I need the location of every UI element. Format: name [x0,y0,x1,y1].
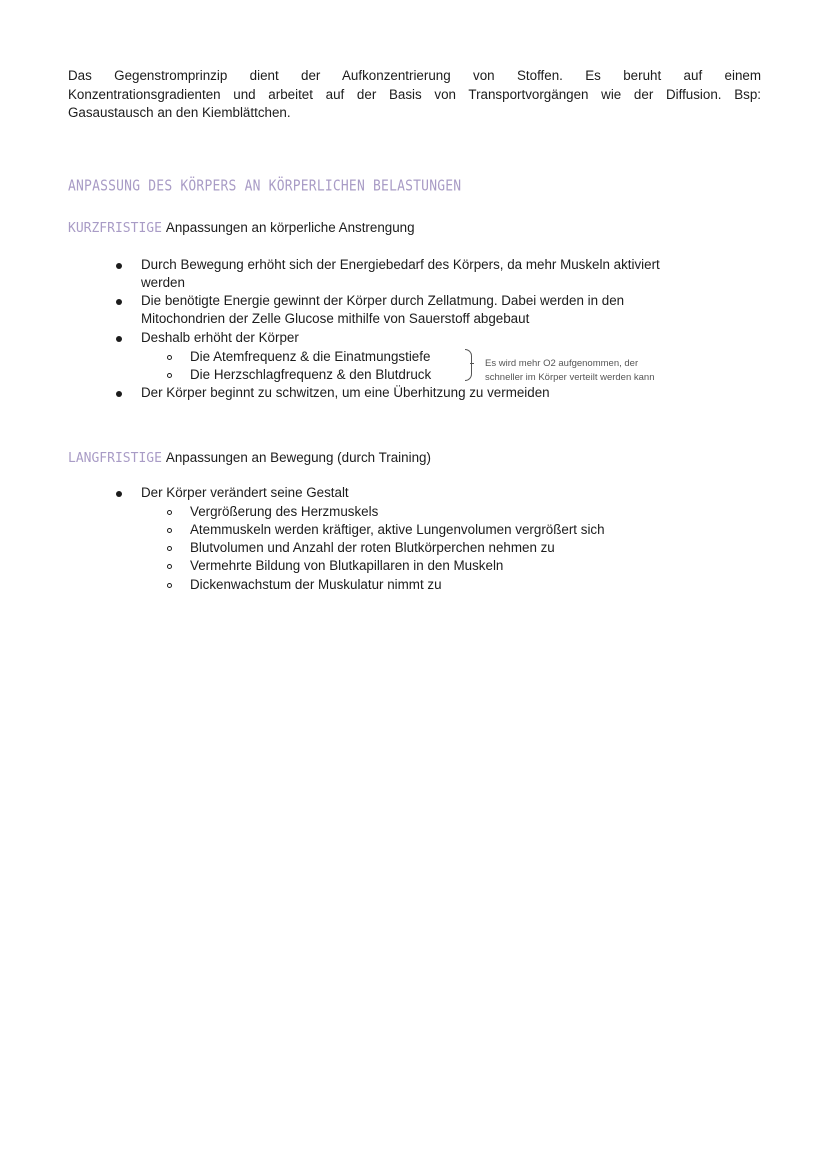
bullet-marker [116,491,122,497]
intro-line: Gasaustausch an den Kiemblättchen. [68,105,291,120]
sub-list-item: Vergrößerung des Herzmuskels [190,504,379,519]
sub-bullet-marker [167,564,172,569]
intro-line: Das Gegenstromprinzip dient der Aufkonzentrierung von Stoffen. Es beruht auf einem [68,68,761,83]
bullet-marker [116,391,122,397]
curly-brace-icon [465,349,472,381]
margin-note-line: Es wird mehr O2 aufgenommen, der [485,358,639,369]
list-item-continuation: werden [141,275,185,290]
long-term-subheading [68,450,431,466]
margin-note [485,357,655,385]
sub-list-item: Die Atemfrequenz & die Einatmungstiefe [190,349,431,364]
margin-note-line: schneller im Körper verteilt werden kann [485,372,655,383]
sub-list-item: Blutvolumen und Anzahl der roten Blutkörperchen nehmen zu [190,540,555,555]
sub-list-item: Die Herzschlagfrequenz & den Blutdruck [190,367,432,382]
intro-paragraph [68,67,761,123]
long-term-accent: LANGFRISTIGE [68,451,162,466]
short-term-subheading-text: Anpassungen an körperliche Anstrengung [165,220,415,235]
bullet-marker [116,263,122,269]
list-item: Der Körper verändert seine Gestalt [141,485,349,500]
sub-bullet-marker [167,355,172,360]
list-item: Deshalb erhöht der Körper [141,330,299,345]
sub-list-item: Dickenwachstum der Muskulatur nimmt zu [190,577,442,592]
list-item-continuation: Mitochondrien der Zelle Glucose mithilfe von Sauerstoff abgebaut [141,311,530,326]
bullet-marker [116,336,122,342]
brace-tip [470,363,474,364]
section-heading: ANPASSUNG DES KÖRPERS AN KÖRPERLICHEN BELASTUNGEN [68,178,462,196]
short-term-accent: KURZFRISTIGE [68,221,162,236]
short-term-subheading [68,220,415,236]
list-item: Die benötigte Energie gewinnt der Körper durch Zellatmung. Dabei werden in den [141,293,625,308]
sub-bullet-marker [167,528,172,533]
sub-bullet-marker [167,510,172,515]
sub-list-item: Atemmuskeln werden kräftiger, aktive Lungenvolumen vergrößert sich [190,522,605,537]
sub-bullet-marker [167,373,172,378]
sub-bullet-marker [167,583,172,588]
list-item: Der Körper beginnt zu schwitzen, um eine Überhitzung zu vermeiden [141,385,550,400]
intro-line: Konzentrationsgradienten und arbeitet auf der Basis von Transportvorgängen wie der Diffusion. Bsp: [68,86,761,102]
sub-bullet-marker [167,546,172,551]
bullet-marker [116,299,122,305]
list-item: Durch Bewegung erhöht sich der Energiebedarf des Körpers, da mehr Muskeln aktiviert [141,257,660,272]
long-term-subheading-text: Anpassungen an Bewegung (durch Training) [165,450,431,465]
sub-list-item: Vermehrte Bildung von Blutkapillaren in den Muskeln [190,558,504,573]
